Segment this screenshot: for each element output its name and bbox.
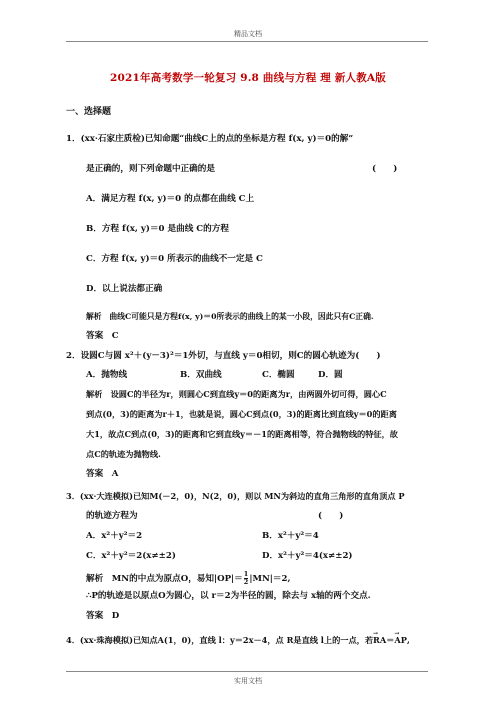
q1-option-a: A．满足方程 f(x, y)＝0 的点都在曲线 C上	[86, 194, 255, 204]
fraction-denominator: 2	[243, 578, 249, 586]
q2-option-c: C．椭圆	[262, 370, 295, 380]
page-header: 精品文档	[234, 30, 262, 38]
q2-explanation-4: 点C的轨迹为抛物线.	[86, 449, 161, 459]
q3-option-a: A．x²＋y²＝2	[86, 531, 143, 541]
q3-option-b: B．x²＋y²＝4	[262, 531, 319, 541]
q4-stem-text: 4．(xx·珠海模拟)已知点A(1，0)，直线 l：y＝2x－4，点 R是直线 l上的一点，若	[66, 635, 374, 645]
q2-explanation-1: 解析 设圆C的半径为r，则圆心C到直线y＝0的距离为r，由两圆外切可得，圆心C	[86, 389, 387, 399]
q3-explanation-2: ∴P的轨迹是以原点O为圆心，以 r＝2为半径的圆，除去与 x轴的两个交点.	[86, 591, 371, 601]
q1-stem-line2: 是正确的，则下列命题中正确的是	[86, 164, 215, 174]
q2-option-a: A．抛物线	[86, 370, 128, 380]
q1-answer: 答案 C	[86, 331, 119, 341]
q3-ex1-post: |MN|＝2,	[249, 574, 291, 584]
q1-option-d: D．以上说法都正确	[86, 284, 163, 294]
q2-explanation-2: 到点(0，3)的距离为r＋1，也就是说，圆心C到点(0，3)的距离比到直线y＝0的距离	[86, 409, 397, 419]
q2-option-d: D．圆	[318, 370, 343, 380]
vector-ra: → RA	[373, 635, 386, 646]
q3-explanation-1	[86, 571, 291, 586]
fraction-one-half	[244, 571, 249, 586]
q1-answer-paren: ( )	[372, 164, 398, 174]
q4-comma: ,	[406, 635, 410, 645]
q2-stem: 2．设圆C与圆 x²＋(y－3)²＝1外切，与直线 y＝0相切，则C的圆心轨迹为( )	[66, 351, 381, 361]
q2-option-b: B．双曲线	[180, 370, 222, 380]
q2-explanation-3: 大1，故点C到点(0，3)的距离和它到直线y＝－1的距离相等，符合抛物线的特征，故	[86, 429, 398, 439]
q4-equals: ＝	[386, 635, 395, 645]
q2-answer: 答案 A	[86, 469, 119, 479]
q4-stem	[66, 635, 410, 646]
q1-option-c: C．方程 f(x, y)＝0 所表示的曲线不一定是 C	[86, 254, 263, 264]
q3-option-c: C．x²＋y²＝2(x≠±2)	[86, 551, 176, 561]
q1-stem-line1: 1．(xx·石家庄质检)已知命题“曲线C上的点的坐标是方程 f(x, y)＝0的解”	[66, 134, 354, 144]
q1-explanation: 解析 曲线C可能只是方程f(x, y)＝0所表示的曲线上的某一小段，因此只有C正确.	[86, 312, 374, 321]
fraction-numerator: 1	[243, 570, 249, 578]
q3-answer: 答案 D	[86, 611, 120, 621]
q3-stem-line1: 3．(xx·大连模拟)已知M(－2，0)，N(2，0)，则以 MN为斜边的直角三角形的直角顶点 P	[66, 491, 405, 501]
q3-ex1-pre: 解析 MN的中点为原点O，易知|OP|＝	[86, 574, 243, 584]
q3-answer-paren: ( )	[318, 511, 344, 521]
section-heading: 一、选择题	[66, 107, 112, 117]
vector-ap: → AP	[394, 635, 407, 646]
page-footer: 实用文档	[234, 677, 262, 685]
header-divider	[66, 41, 428, 42]
q3-stem-line2: 的轨迹方程为	[86, 511, 138, 521]
q3-option-d: D．x²＋y²＝4(x≠±2)	[262, 551, 353, 561]
footer-divider	[66, 671, 428, 672]
q1-option-b: B．方程 f(x, y)＝0 是曲线 C的方程	[86, 224, 229, 234]
document-title: 2021年高考数学一轮复习 9.8 曲线与方程 理 新人教A版	[110, 72, 386, 84]
